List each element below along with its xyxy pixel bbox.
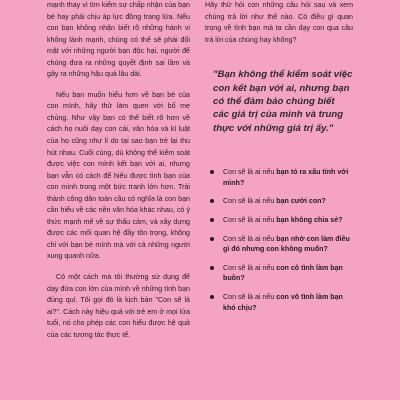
list-item bbox=[205, 234, 353, 255]
question-prefix: Con sẽ là ai nếu bbox=[223, 216, 277, 224]
list-item bbox=[205, 292, 353, 313]
paragraph-1: mạnh thay vì tìm kiếm sự chấp nhận của bạn bè hay phải chịu áp lực đồng trang lứa. Nếu con bạn không nhận biết rõ những hành vi không lành mạnh, chúng có thể sẽ phải đối mặt với những người bạn độc hại, người để chúng đưa ra những quyết định sai lầm và gây ra những hậu quả lâu dài. bbox=[47, 1, 190, 79]
right-column bbox=[205, 0, 353, 321]
list-item bbox=[205, 263, 353, 284]
question-emphasis: bạn cười con? bbox=[276, 197, 326, 206]
paragraph-2: Nếu bạn muốn hiểu hơn về bạn bè của con mình, hãy thử làm quen với bố mẹ chúng. Như vậy bạn có thể biết rõ hơn về cách họ nuôi dạy con cái, văn hóa và kỉ luật của họ cũng như lí do tại sao bạn trẻ lại thu hút nhau. Cuối cùng, dù không thể kiểm soát được việc con mình kết bạn với ai, nhưng bạn vẫn có cách để hiểu được tình bạn của con mình trong một bức tranh lớn hơn. Trải thành công dân toàn cầu có nghĩa là con bạn cần hiểu về các nền văn hóa khác nhau, có ý thức mạnh mẽ về sự thấu cảm, và xây dựng được các mối quan hệ đầy tôn trọng, không chỉ với bạn bè mình mà với cả những người xung quanh nữa. bbox=[47, 90, 190, 261]
list-item bbox=[205, 167, 353, 188]
list-item bbox=[205, 196, 353, 207]
question-emphasis: con vô tình làm bạn khó chịu? bbox=[223, 292, 343, 312]
question-prefix: Con sẽ là ai nếu bbox=[223, 197, 277, 206]
left-column bbox=[47, 0, 190, 341]
question-prefix: Con sẽ là ai nếu bbox=[223, 168, 277, 177]
question-prefix: Con sẽ là ai nếu bbox=[223, 263, 277, 272]
question-emphasis: bạn tỏ ra xấu tính với mình? bbox=[223, 168, 349, 187]
paragraph-3: Có một cách mà tôi thường sử dụng để dạy đứa con lớn của mình về những tình bạn đúng quí. Tôi gọi đó là kịch bản "Con sẽ là ai?". Cách này hiệu quả với trẻ em ở mọi lứa tuổi, nó cho phép các con hiểu được hệ quả của các tương tác thực tế. bbox=[47, 273, 190, 339]
intro-paragraph: Hãy thử hỏi con những câu hỏi sau và xem chúng trả lời như thế nào. Có điều gì quan trọng về tình bạn mà ta cần dạy con qua câu trả lời của chúng hay không? bbox=[205, 1, 353, 44]
question-prefix: Con sẽ là ai nếu bbox=[223, 292, 277, 301]
pull-quote: "Bạn không thể kiểm soát việc con kết bạn với ai, nhưng bạn có thể đảm bảo chúng biết các giá trị của mình và trung thực với những giá trị ấy." bbox=[213, 69, 353, 134]
question-prefix: Con sẽ là ai nếu bbox=[223, 234, 277, 243]
question-list bbox=[205, 167, 353, 313]
question-emphasis: bạn nhờ con làm điều gì đó nhưng con không muốn? bbox=[223, 234, 350, 254]
question-emphasis: con cô tình làm bạn buồn? bbox=[223, 263, 343, 283]
list-item bbox=[205, 215, 353, 226]
question-emphasis: bạn không chia sẻ? bbox=[276, 216, 343, 224]
